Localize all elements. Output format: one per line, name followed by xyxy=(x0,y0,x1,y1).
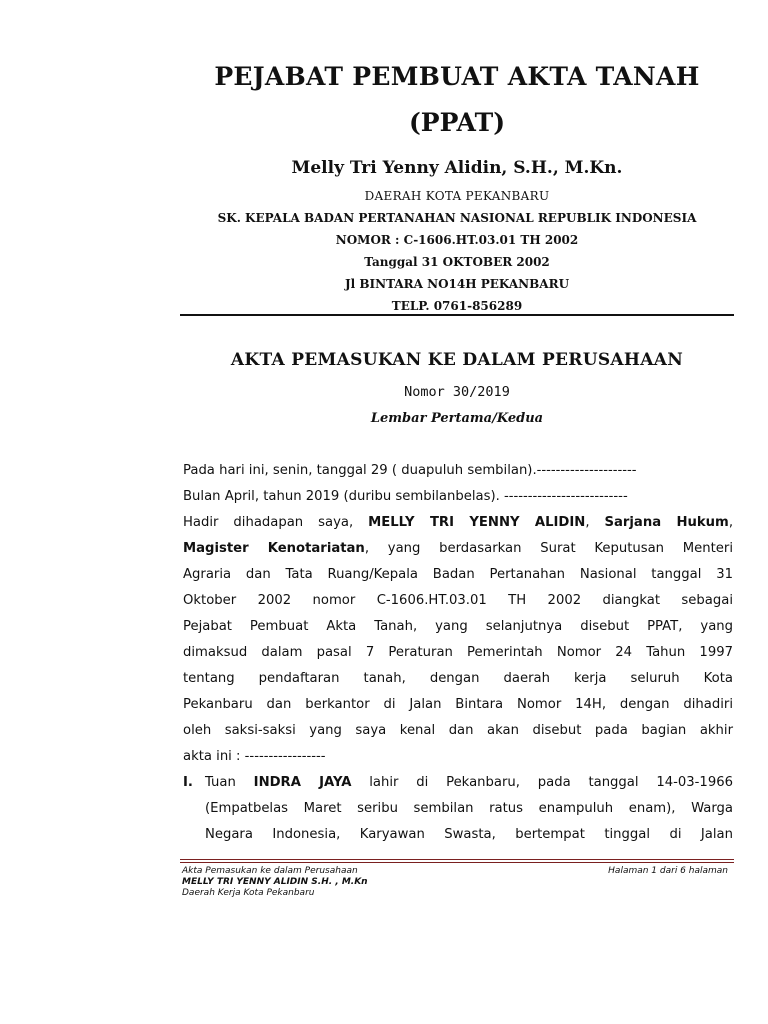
office-phone: TELP. 0761-856289 xyxy=(391,299,523,313)
degree-inline: Sarjana Hukum xyxy=(604,515,729,530)
decree-date: Tanggal 31 OKTOBER 2002 xyxy=(364,255,550,269)
footer-deed-title: Akta Pemasukan ke dalam Perusahaan xyxy=(182,866,358,876)
deed-number: Nomor 30/2019 xyxy=(404,384,510,400)
footer-divider xyxy=(180,862,734,863)
footer-region: Daerah Kerja Kota Pekanbaru xyxy=(182,888,315,898)
body-line: Agraria dan Tata Ruang/Kepala Badan Pertanahan Nasional tanggal 31 xyxy=(183,567,733,582)
body-line xyxy=(183,510,733,536)
body-text: Hadir dihadapan saya, xyxy=(183,515,369,530)
party-item xyxy=(183,770,733,848)
body-line: Bulan April, tahun 2019 (duribu sembilanbelas). -------------------------- xyxy=(183,489,628,504)
body-line: Oktober 2002 nomor C-1606.HT.03.01 TH 2002 diangkat sebagai xyxy=(183,593,733,608)
page-indicator: Halaman 1 dari 6 halaman xyxy=(608,866,728,876)
body-line: Pada hari ini, senin, tanggal 29 ( duapuluh sembilan).--------------------- xyxy=(183,463,637,478)
body-text: Tuan xyxy=(205,775,254,790)
body-line: Pekanbaru dan berkantor di Jalan Bintara Nomor 14H, dengan dihadiri xyxy=(183,697,733,712)
official-name: Melly Tri Yenny Alidin, S.H., M.Kn. xyxy=(291,158,623,178)
body-line: dimaksud dalam pasal 7 Peraturan Pemerintah Nomor 24 Tahun 1997 xyxy=(183,645,733,660)
body-text: lahir di Pekanbaru, pada tanggal 14-03-1966 xyxy=(351,775,733,790)
decree-authority: SK. KEPALA BADAN PERTANAHAN NASIONAL REPUBLIK INDONESIA xyxy=(217,211,697,225)
body-text: , xyxy=(585,515,605,530)
footer-official-name: MELLY TRI YENNY ALIDIN S.H. , M.Kn xyxy=(182,877,368,887)
body-line xyxy=(205,770,733,796)
office-title: PEJABAT PEMBUAT AKTA TANAH xyxy=(214,62,700,91)
work-region: DAERAH KOTA PEKANBARU xyxy=(364,189,550,203)
body-line: Negara Indonesia, Karyawan Swasta, bertempat tinggal di Jalan xyxy=(205,827,733,842)
body-line: Pejabat Pembuat Akta Tanah, yang selanjutnya disebut PPAT, yang xyxy=(183,619,733,634)
deed-title: AKTA PEMASUKAN KE DALAM PERUSAHAAN xyxy=(230,350,684,370)
office-abbreviation: (PPAT) xyxy=(408,108,506,137)
body-line: (Empatbelas Maret seribu sembilan ratus enampuluh enam), Warga xyxy=(205,801,733,816)
decree-number: NOMOR : C-1606.HT.03.01 TH 2002 xyxy=(335,233,579,247)
letterhead xyxy=(180,58,734,317)
body-line: oleh saksi-saksi yang saya kenal dan akan disebut pada bagian akhir xyxy=(183,723,733,738)
body-text: , yang berdasarkan Surat Keputusan Menteri xyxy=(364,541,733,556)
page-footer xyxy=(182,866,734,899)
party-name: INDRA JAYA xyxy=(253,775,352,790)
body-line xyxy=(183,536,733,562)
body-line: tentang pendaftaran tanah, dengan daerah kerja seluruh Kota xyxy=(183,671,733,686)
footer-official xyxy=(182,877,734,888)
party-number: I. xyxy=(183,775,193,790)
footer-divider xyxy=(180,859,734,860)
body-text: , xyxy=(728,515,734,530)
degree-inline: Magister Kenotariatan xyxy=(183,541,365,556)
body-line: akta ini : ----------------- xyxy=(183,749,326,764)
office-address: Jl BINTARA NO14H PEKANBARU xyxy=(344,277,570,291)
letterhead-divider xyxy=(180,314,734,316)
deed-body xyxy=(183,458,733,848)
official-name-inline: MELLY TRI YENNY ALIDIN xyxy=(368,515,586,530)
deed-sheet: Lembar Pertama/Kedua xyxy=(370,411,544,426)
